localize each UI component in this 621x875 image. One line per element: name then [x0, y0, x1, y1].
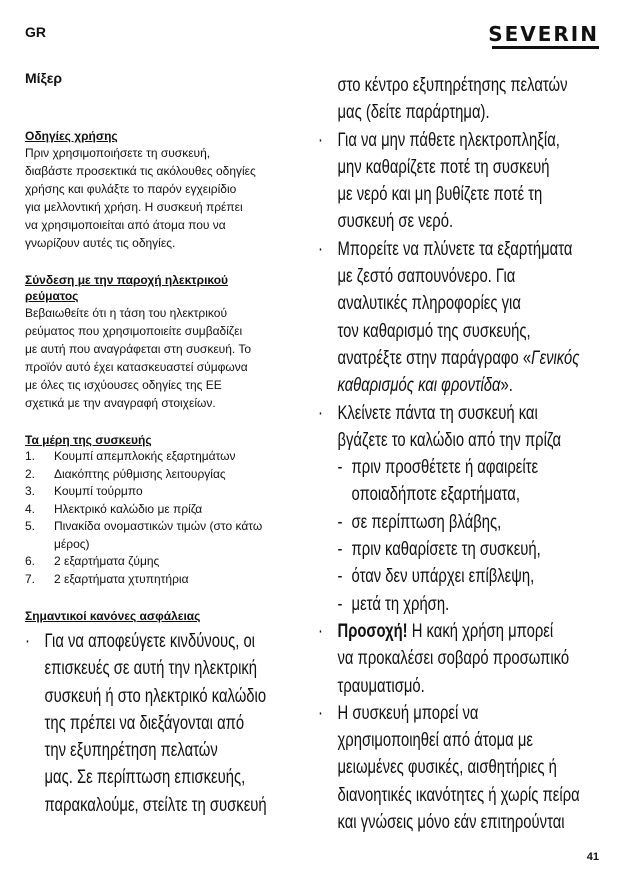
safety-item-repairs: · Για να αποφεύγετε κινδύνους, οι επισκευές σε αυτή την ηλεκτρική συσκευή ή στο ηλεκτρικό καλώδιο της πρέπει να διεξάγονται από την εξυπηρέτηση πελατών μας. Σε περίπτωση επισκευής, παρακαλούμε, στείλτε τη συσκευή [25, 628, 310, 819]
instructions-heading: Οδηγίες χρήσης [25, 129, 118, 143]
connection-heading: Σύνδεση με την παροχή ηλεκτρικού ρεύματος [25, 273, 229, 303]
list-item: 5. Πινακίδα ονομαστικών τιμών (στο κάτω μέρος) [25, 519, 263, 551]
language-code: GR [25, 24, 46, 40]
dash-item: - όταν δεν υπάρχει επίβλεψη, [337, 566, 535, 588]
left-column [25, 70, 295, 819]
safety-item-caution: · Προσοχή! Η κακή χρήση μπορεί να προκαλέσει σοβαρό προσωπικό τραυματισμό. [318, 618, 603, 700]
connection-text: Βεβαιωθείτε ότι η τάση του ηλεκτρικού ρεύματος που χρησιμοποιείτε συμβαδίζει με αυτή που αναγράφεται στη συσκευή. Το προϊόν αυτό έχει κατασκευαστεί σύμφωνα με όλες τις ισχύουσες οδηγίες της ΕΕ σχετικά με την αναγραφή στοιχείων. [25, 306, 252, 410]
list-item: 7. 2 εξαρτήματα χτυπητήρια [25, 571, 189, 586]
parts-list [25, 448, 295, 588]
safety-item-supervision: · Η συσκευή μπορεί να χρησιμοποιηθεί από άτομα με μειωμένες φυσικές, αισθητήριες ή διανοητικές ικανότητες ή χωρίς πείρα και γνώσεις μόνο εάν επιτηρούνται [318, 700, 603, 836]
safety-item-cleaning: · Μπορείτε να πλύνετε τα εξαρτήματα με ζεστό σαπουνόνερο. Για αναλυτικές πληροφορίες για τον καθαρισμό της συσκευής, ανατρέξτε στην παράγραφο «Γενικός καθαρισμός και φροντίδα». [318, 236, 603, 400]
safety-item-unplug: · Κλείνετε πάντα τη συσκευή και βγάζετε το καλώδιο από την πρίζα [318, 400, 603, 455]
bullet-icon: · [318, 238, 323, 260]
dash-item: - σε περίπτωση βλάβης, [337, 511, 502, 533]
dash-item: - μετά τη χρήση. [337, 593, 450, 615]
dash-item: - πριν καθαρίσετε τη συσκευή, [337, 539, 541, 561]
safety-item-repairs-continued: στο κέντρο εξυπηρέτησης πελατών μας (δείτε παράρτημα). [337, 75, 568, 124]
instructions-text: Πριν χρησιμοποιήσετε τη συσκευή, διαβάστε προσεκτικά τις ακόλουθες οδηγίες χρήσης και φυλάξτε το παρόν εγχειρίδιο για μελλοντική χρήση. Η συσκευή πρέπει να χρησιμοποιείται από άτομα που να γνωρίζουν αυτές τις οδηγίες. [25, 146, 256, 250]
bullet-icon: · [318, 402, 323, 424]
parts-heading: Τα μέρη της συσκευής [25, 433, 152, 447]
brand-underline [492, 46, 599, 49]
list-item: 4. Ηλεκτρικό καλώδιο με πρίζα [25, 501, 203, 516]
bullet-icon: · [318, 620, 323, 642]
document-title: Μίξερ [25, 70, 63, 86]
list-item: 6. 2 εξαρτήματα ζύμης [25, 554, 160, 568]
brand-logo: SEVERIN [488, 22, 599, 46]
list-item: 1. Κουμπί απεμπλοκής εξαρτημάτων [25, 449, 236, 463]
page-number: 41 [586, 851, 599, 863]
bullet-icon: · [25, 631, 30, 652]
dash-item: - πριν προσθέτετε ή αφαιρείτε οποιαδήποτε εξαρτήματα, [337, 457, 539, 506]
safety-heading: Σημαντικοί κανόνες ασφάλειας [25, 609, 201, 623]
caution-label: Προσοχή! [337, 620, 408, 642]
bullet-icon: · [318, 702, 323, 724]
list-item: 3. Κουμπί τούρμπο [25, 484, 143, 498]
list-item: 2. Διακόπτης ρύθμισης λειτουργίας [25, 466, 226, 481]
safety-item-water: · Για να μην πάθετε ηλεκτροπληξία, μην καθαρίζετε ποτέ τη συσκευή με νερό και μη βυθίζετε ποτέ τη συσκευή σε νερό. [318, 127, 603, 236]
right-column [318, 72, 603, 836]
bullet-icon: · [318, 129, 323, 151]
